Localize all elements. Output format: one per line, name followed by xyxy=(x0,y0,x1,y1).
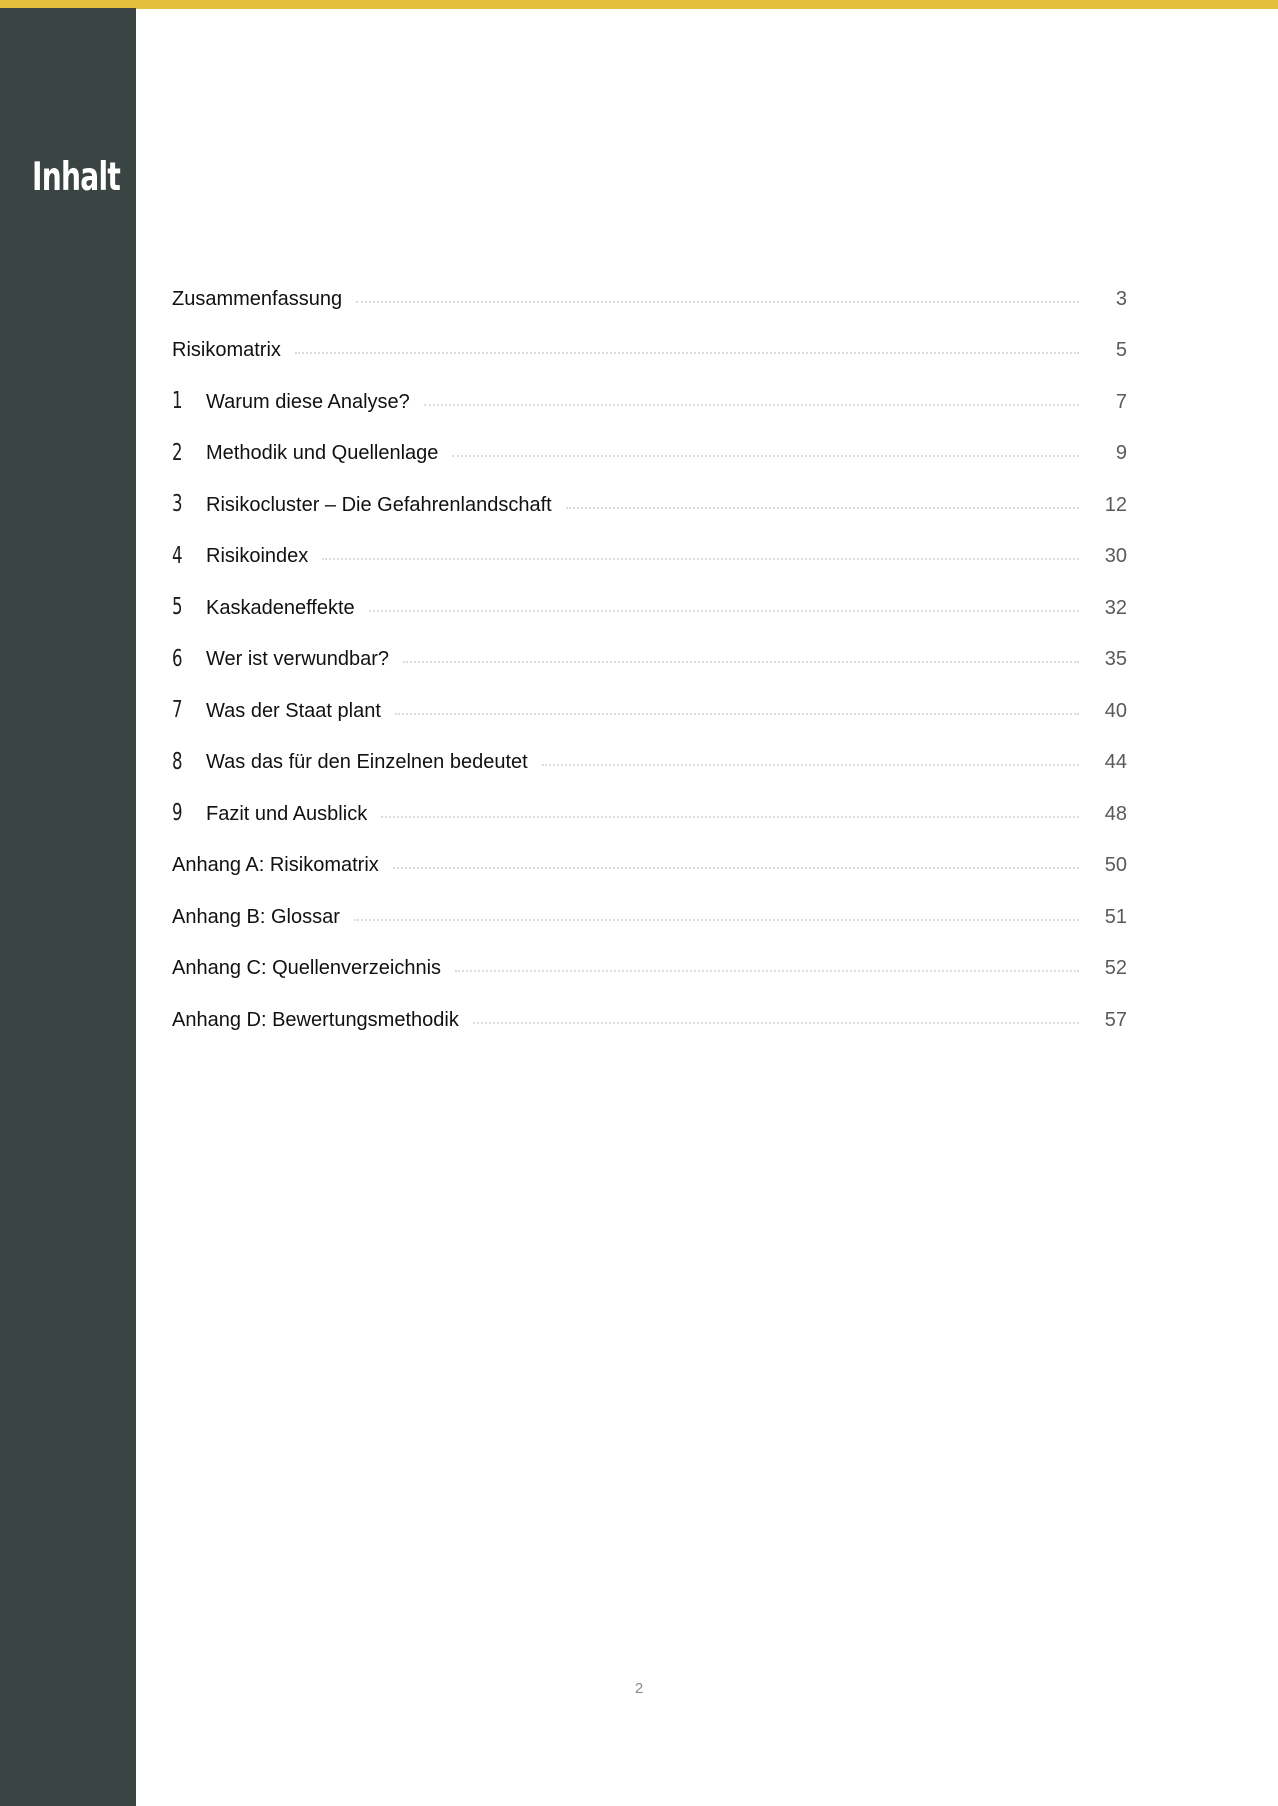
toc-dot-leader xyxy=(369,610,1079,612)
toc-entry[interactable] xyxy=(172,737,1127,789)
toc-dot-leader xyxy=(322,558,1079,560)
toc-entry-label: Warum diese Analyse? xyxy=(206,390,410,413)
toc-entry[interactable] xyxy=(172,994,1127,1046)
toc-entry-page: 51 xyxy=(1104,905,1127,928)
toc-entry-page: 32 xyxy=(1104,596,1127,619)
toc-entry[interactable] xyxy=(172,582,1127,634)
toc-dot-leader xyxy=(542,764,1079,766)
toc-entry-number: 3 xyxy=(172,491,183,518)
toc-dot-leader xyxy=(403,661,1079,663)
toc-dot-leader xyxy=(381,816,1079,818)
sidebar-band xyxy=(0,8,136,1806)
toc-entry-page: 40 xyxy=(1104,699,1127,722)
toc-entry-number: 8 xyxy=(172,748,183,775)
toc-entry-label: Risikocluster – Die Gefahrenlandschaft xyxy=(206,493,552,516)
toc-entry[interactable] xyxy=(172,634,1127,686)
toc-dot-leader xyxy=(452,455,1079,457)
toc-entry-number: 5 xyxy=(172,594,183,621)
toc-entry[interactable] xyxy=(172,273,1127,325)
toc-entry-label: Anhang C: Quellenverzeichnis xyxy=(172,957,442,980)
toc-dot-leader xyxy=(395,713,1079,715)
toc-dot-leader xyxy=(295,352,1079,354)
toc-entry-number: 4 xyxy=(172,542,183,569)
toc-entry-page: 35 xyxy=(1104,648,1127,671)
toc-entry[interactable] xyxy=(172,788,1127,840)
toc-entry-label: Kaskadeneffekte xyxy=(206,596,355,619)
toc-entry-page: 57 xyxy=(1104,1008,1127,1031)
toc-entry-label: Methodik und Quellenlage xyxy=(206,442,439,465)
toc-entry-page: 52 xyxy=(1104,957,1127,980)
toc-entry[interactable] xyxy=(172,325,1127,377)
toc-entry-label: Zusammenfassung xyxy=(172,287,343,310)
toc-entry-page: 50 xyxy=(1104,854,1127,877)
toc-entry-label: Risikomatrix xyxy=(172,339,281,362)
top-accent-rule xyxy=(0,0,1278,9)
toc-dot-leader xyxy=(424,404,1079,406)
page-number: 2 xyxy=(634,1680,644,1697)
toc-dot-leader xyxy=(455,970,1079,972)
toc-entry-page: 48 xyxy=(1104,802,1127,825)
toc-entry-label: Fazit und Ausblick xyxy=(206,802,368,825)
toc-entry-page: 30 xyxy=(1104,545,1127,568)
toc-entry[interactable] xyxy=(172,428,1127,480)
toc-entry-page: 12 xyxy=(1104,493,1127,516)
toc-entry-number: 7 xyxy=(172,697,183,724)
toc-entry-page: 9 xyxy=(1115,442,1127,465)
toc-entry-label: Was der Staat plant xyxy=(206,699,381,722)
toc-entry-label: Was das für den Einzelnen bedeutet xyxy=(206,751,528,774)
toc-entry[interactable] xyxy=(172,531,1127,583)
page-title: Inhalt xyxy=(32,155,121,200)
toc-entry-label: Wer ist verwundbar? xyxy=(206,648,390,671)
toc-dot-leader xyxy=(473,1022,1079,1024)
toc-entry-page: 7 xyxy=(1115,390,1127,413)
toc-entry-page: 44 xyxy=(1104,751,1127,774)
toc-entry-number: 1 xyxy=(172,388,183,415)
toc-dot-leader xyxy=(393,867,1079,869)
toc-entry[interactable] xyxy=(172,891,1127,943)
toc-entry-label: Anhang A: Risikomatrix xyxy=(172,854,379,877)
toc-entry-label: Anhang B: Glossar xyxy=(172,905,340,928)
table-of-contents xyxy=(172,273,1127,1046)
toc-entry-page: 5 xyxy=(1115,339,1127,362)
toc-entry-number: 2 xyxy=(172,439,183,466)
toc-dot-leader xyxy=(354,919,1079,921)
toc-entry-label: Anhang D: Bewertungsmethodik xyxy=(172,1008,459,1031)
toc-entry-number: 6 xyxy=(172,645,183,672)
toc-dot-leader xyxy=(356,301,1079,303)
toc-entry-number: 9 xyxy=(172,800,183,827)
toc-dot-leader xyxy=(566,507,1079,509)
toc-entry[interactable] xyxy=(172,376,1127,428)
toc-entry-label: Risikoindex xyxy=(206,545,309,568)
toc-entry[interactable] xyxy=(172,685,1127,737)
toc-entry[interactable] xyxy=(172,943,1127,995)
toc-entry[interactable] xyxy=(172,479,1127,531)
toc-entry[interactable] xyxy=(172,840,1127,892)
toc-entry-page: 3 xyxy=(1115,287,1127,310)
